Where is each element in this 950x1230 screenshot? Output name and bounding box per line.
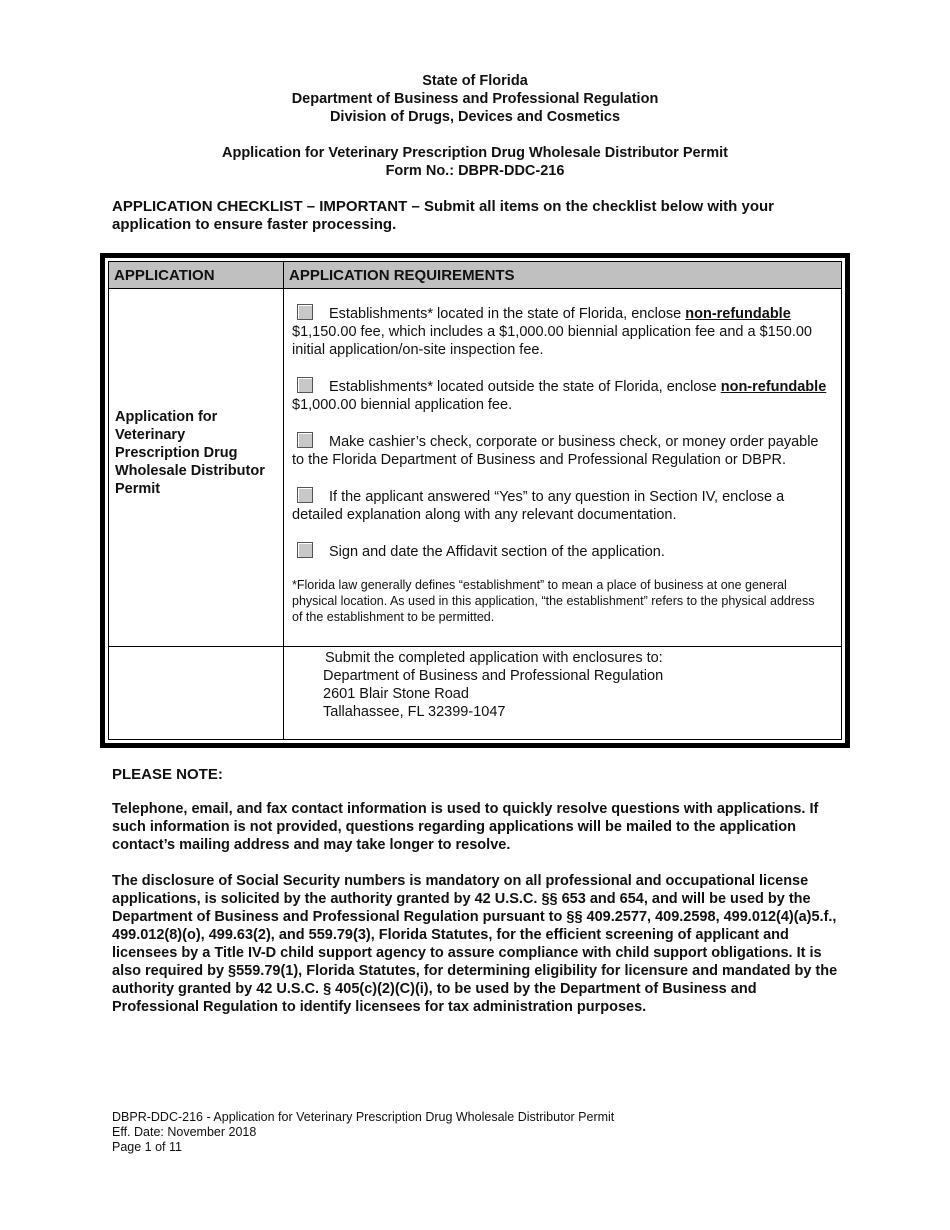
requirement-1-checkbox[interactable] bbox=[297, 304, 313, 320]
application-name bbox=[109, 289, 284, 647]
header-department: Department of Business and Professional Regulation bbox=[291, 91, 659, 107]
requirement-2-text: Establishments* located outside the state of Florida, enclose bbox=[329, 379, 721, 395]
checklist-table bbox=[108, 261, 842, 740]
footer-page-number: Page 1 of 11 bbox=[112, 1140, 182, 1154]
submit-address-line1: Department of Business and Professional Regulation bbox=[323, 668, 664, 684]
requirement-5 bbox=[292, 542, 827, 561]
requirement-5-text: Sign and date the Affidavit section of the application. bbox=[329, 544, 665, 560]
page-footer bbox=[112, 1110, 614, 1155]
requirement-1-text-rest: $1,150.00 fee, which includes a $1,000.00 biennial application fee and a $150.00 initial application/on-site inspection fee. bbox=[292, 324, 812, 358]
header-state: State of Florida bbox=[422, 73, 528, 89]
requirement-1 bbox=[292, 304, 827, 359]
col-header-requirements: APPLICATION REQUIREMENTS bbox=[284, 262, 842, 289]
requirement-4-text: If the applicant answered “Yes” to any question in Section IV, enclose a detailed explanation along with any relevant documentation. bbox=[292, 489, 785, 523]
footer-effective-date: Eff. Date: November 2018 bbox=[112, 1125, 257, 1139]
header-division: Division of Drugs, Devices and Cosmetics bbox=[329, 109, 621, 125]
document-header bbox=[0, 72, 950, 180]
submit-address-line3: Tallahassee, FL 32399-1047 bbox=[323, 704, 506, 720]
footer-form-title: DBPR-DDC-216 - Application for Veterinary Prescription Drug Wholesale Distributor Permit bbox=[112, 1110, 615, 1124]
submit-address-line2: 2601 Blair Stone Road bbox=[323, 686, 469, 702]
form-number: Form No.: DBPR-DDC-216 bbox=[385, 163, 565, 179]
submit-address-cell bbox=[284, 647, 842, 740]
application-name-text: Application for Veterinary Prescription Drug Wholesale Distributor Permit bbox=[115, 408, 265, 497]
requirement-4 bbox=[292, 487, 827, 524]
contact-info-note: Telephone, email, and fax contact information is used to quickly resolve questions with applications. If such information is not provided, questions regarding applications will be mailed to the application contact’s mailing address and may take longer to resolve. bbox=[112, 801, 819, 853]
requirement-2-emphasis: non-refundable bbox=[720, 379, 827, 395]
establishment-footnote: *Florida law generally defines “establishment” to mean a place of business at one general physical location. As used in this application, “the establishment” refers to the physical address of the establishment to be permitted. bbox=[292, 578, 815, 624]
requirement-2 bbox=[292, 377, 827, 414]
ssn-disclosure-note: The disclosure of Social Security numbers is mandatory on all professional and occupational license applications, is solicited by the authority granted by 42 U.S.C. §§ 653 and 654, and will be used by the Department of Business and Professional Regulation pursuant to §§ 409.2577, 409.2598, 499.012(4)(a)5.f., 499.012(8)(o), 499.63(2), and 559.79(3), Florida Statutes, for the efficient screening of applicant and licensees by a Title IV-D child support agency to assure compliance with child support obligations. It is also required by §559.79(1), Florida Statutes, for determining eligibility for licensure and mandated by the authority granted by 42 U.S.C. § 405(c)(2)(C)(i), to be used by the Department of Business and Professional Regulation to identify licensees for tax administration purposes. bbox=[112, 873, 838, 1015]
requirement-3-text: Make cashier’s check, corporate or business check, or money order payable to the Florida Department of Business and Professional Regulation or DBPR. bbox=[292, 434, 819, 468]
empty-cell bbox=[109, 647, 284, 740]
requirement-3 bbox=[292, 432, 827, 469]
form-title: Application for Veterinary Prescription Drug Wholesale Distributor Permit bbox=[222, 145, 728, 161]
checklist-title: APPLICATION CHECKLIST – IMPORTANT – Submit all items on the checklist below with your application to ensure faster processing. bbox=[112, 198, 775, 233]
please-note-heading: PLEASE NOTE: bbox=[112, 766, 223, 783]
requirement-1-emphasis: non-refundable bbox=[685, 306, 791, 322]
requirement-5-checkbox[interactable] bbox=[297, 542, 313, 558]
col-header-application: APPLICATION bbox=[109, 262, 284, 289]
requirement-2-text-rest: $1,000.00 biennial application fee. bbox=[292, 397, 513, 413]
requirement-2-checkbox[interactable] bbox=[297, 377, 313, 393]
requirements-cell bbox=[284, 289, 842, 647]
submit-intro: Submit the completed application with enclosures to: bbox=[325, 650, 663, 666]
requirement-1-text: Establishments* located in the state of Florida, enclose bbox=[329, 306, 686, 322]
checklist-table-frame bbox=[100, 253, 850, 748]
requirement-4-checkbox[interactable] bbox=[297, 487, 313, 503]
requirement-3-checkbox[interactable] bbox=[297, 432, 313, 448]
